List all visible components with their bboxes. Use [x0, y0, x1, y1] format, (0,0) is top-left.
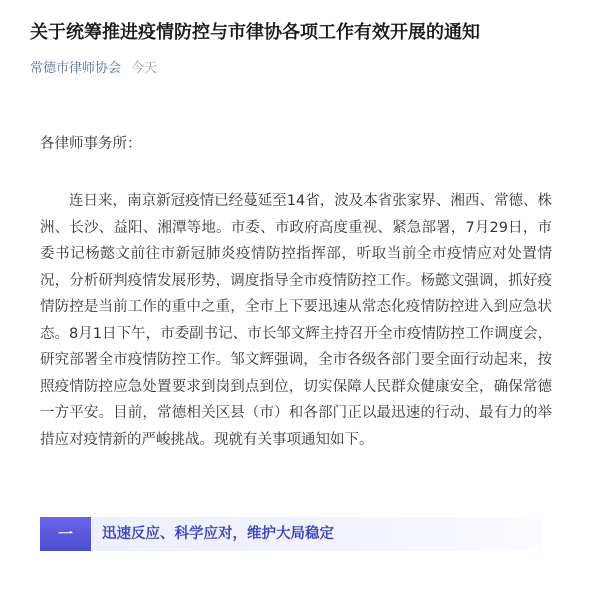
publish-date: 今天 — [131, 61, 158, 76]
account-name-link[interactable]: 常德市律师协会 — [30, 61, 122, 76]
salutation: 各律师事务所： — [40, 136, 142, 152]
body-paragraph: 连日来，南京新冠疫情已经蔓延至14省，波及本省张家界、湘西、常德、株洲、长沙、益阳、湘潭等地。市委、市政府高度重视、紧急部署，7月29日，市委书记杨懿文前往市新冠肺炎疫情防控指挥部，听取当前全市疫情应对处置情况，分析研判疫情发展形势，调度指导全市疫情防控工作。杨懿文强调，抓好疫情防控是当前工作的重中之重，全市上下要迅速从常态化疫情防控进入到应急状态。8月1日下午，市委副书记、市长邹文辉主持召开全市疫情防控工作调度会，研究部署全市疫情防控工作。邹文辉强调，全市各级各部门要全面行动起来，按照疫情防控应急处置要求到岗到点到位，切实保障人民群众健康安全，确保常德一方平安。目前，常德相关区县（市）和各部门正以最迅速的行动、最有力的举措应对疫情新的严峻挑战。现就有关事项通知如下。 — [40, 193, 552, 448]
section-heading — [40, 517, 543, 551]
article-title: 关于统筹推进疫情防控与市律协各项工作有效开展的通知 — [30, 22, 480, 43]
section-title: 迅速反应、科学应对，维护大局稳定 — [102, 526, 334, 542]
section-number-badge: 一 — [40, 517, 91, 551]
article-meta — [30, 60, 157, 78]
